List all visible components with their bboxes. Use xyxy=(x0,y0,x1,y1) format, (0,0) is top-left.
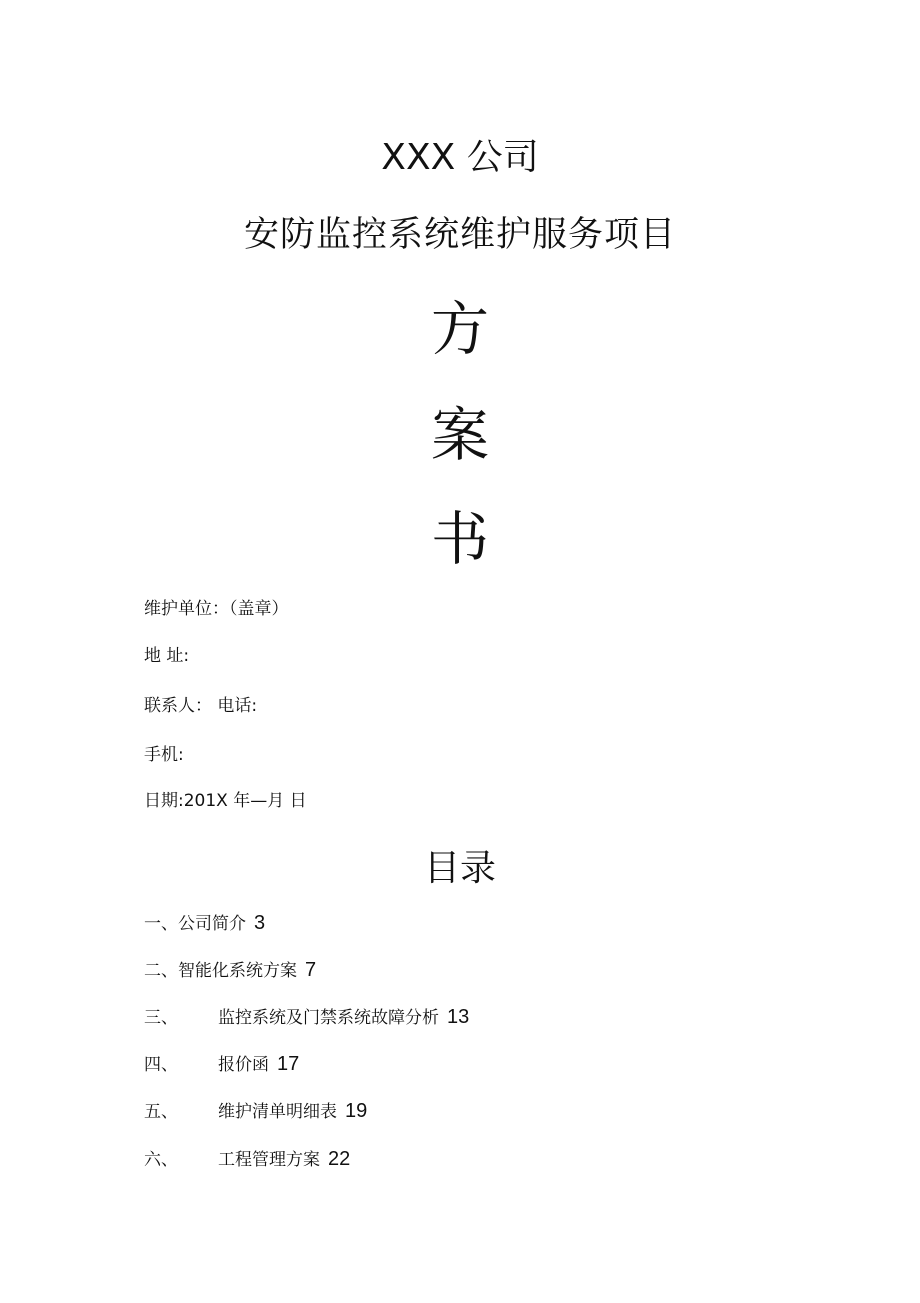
toc-item-page: 3 xyxy=(254,912,266,934)
doc-type-char-2: 案 xyxy=(430,401,489,469)
toc-item-number: 五、 xyxy=(144,1102,178,1122)
toc-item-page: 22 xyxy=(328,1148,351,1170)
toc-item-number: 四、 xyxy=(144,1055,178,1075)
contact-phone-line: 联系人： 电话: xyxy=(144,696,258,716)
toc-title: 目录 xyxy=(423,848,496,889)
toc-item xyxy=(144,1098,367,1125)
toc-item-page: 7 xyxy=(305,959,317,981)
project-title: 安防监控系统维护服务项目 xyxy=(243,215,676,255)
toc-item-number: 三、 xyxy=(144,1008,178,1028)
toc-item-page: 17 xyxy=(277,1053,300,1075)
doc-type-char-3: 书 xyxy=(430,505,489,573)
maintenance-unit-line: 维护单位：（盖章） xyxy=(144,599,289,619)
toc-item xyxy=(144,1146,350,1173)
toc-item-title: 公司简介 xyxy=(178,914,246,934)
address-line: 地 址: xyxy=(144,646,190,666)
toc-item-title: 监控系统及门禁系统故障分析 xyxy=(218,1008,439,1028)
toc-item xyxy=(144,1051,299,1078)
toc-item-page: 19 xyxy=(345,1100,368,1122)
toc-item xyxy=(144,910,265,937)
mobile-line: 手机: xyxy=(144,745,184,765)
company-name: XXX 公司 xyxy=(381,137,539,178)
toc-item-title: 工程管理方案 xyxy=(218,1150,320,1170)
doc-type-char-1: 方 xyxy=(430,295,489,363)
toc-item xyxy=(144,957,316,984)
toc-item-title: 报价函 xyxy=(218,1055,269,1075)
toc-item xyxy=(144,1004,469,1031)
toc-item-title: 维护清单明细表 xyxy=(218,1102,337,1122)
toc-item-number: 一、 xyxy=(144,914,178,934)
toc-item-number: 六、 xyxy=(144,1150,178,1170)
toc-item-title: 智能化系统方案 xyxy=(178,961,297,981)
date-line: 日期:201X 年—月 日 xyxy=(144,791,307,811)
toc-item-page: 13 xyxy=(447,1006,470,1028)
toc-item-number: 二、 xyxy=(144,961,178,981)
